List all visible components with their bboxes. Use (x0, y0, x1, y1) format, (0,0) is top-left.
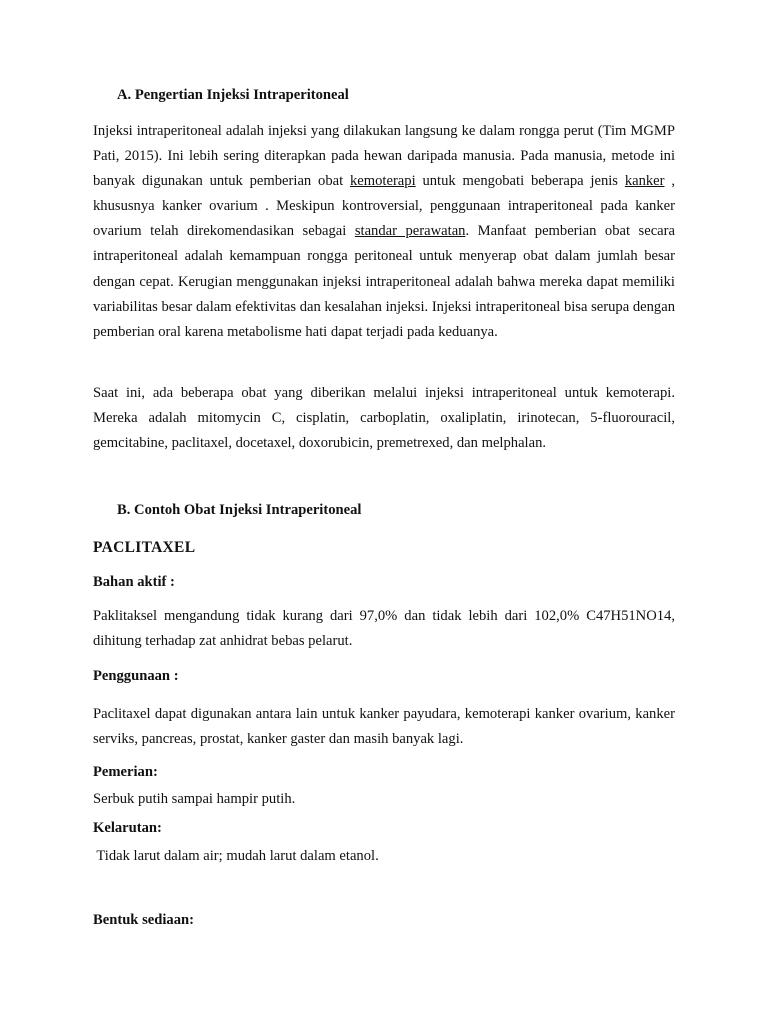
para1-text-1: Injeksi intraperitoneal adalah injeksi yang dilakukan langsung ke dalam rongga perut (Tim MGMP Pati, 2015). Ini lebih sering diterapkan pada hewan daripada manusia. Pada manusia, metode ini banyak digunakan untuk pemberian obat (93, 123, 675, 190)
pemerian-label: Pemerian: (93, 764, 158, 780)
link-kemoterapi[interactable]: kemoterapi (349, 173, 416, 190)
section-a-paragraph-1 (93, 119, 675, 345)
para1-text-2: untuk mengobati beberapa jenis (415, 173, 625, 190)
section-b-heading: B. Contoh Obat Injeksi Intraperitoneal (117, 502, 362, 518)
section-a-paragraph-2: Saat ini, ada beberapa obat yang diberikan melalui injeksi intraperitoneal untuk kemoterapi. Mereka adalah mitomycin C, cisplatin, carboplatin, oxaliplatin, irinotecan, 5-fluorouracil, gemcitabine, paclitaxel, docetaxel, doxorubicin, premetrexed, dan melphalan. (93, 385, 675, 452)
para1-text-4: . Manfaat pemberian obat secara intraperitoneal adalah kemampuan rongga peritoneal untuk menyerap obat dalam jumlah besar dengan cepat. Kerugian menggunakan injeksi intraperitoneal adalah bahwa mereka dapat memiliki variabilitas besar dalam efektivitas dan kesalahan injeksi. Injeksi intraperitoneal bisa serupa dengan pemberian oral karena metabolisme hati dapat terjadi pada keduanya. (93, 223, 675, 340)
pemerian-text: Serbuk putih sampai hampir putih. (93, 791, 296, 807)
bahan-aktif-text: Paklitaksel mengandung tidak kurang dari 97,0% dan tidak lebih dari 102,0% C47H51NO14, dihitung terhadap zat anhidrat bebas pelarut. (93, 608, 675, 650)
link-standar-perawatan[interactable]: standar perawatan (354, 223, 466, 240)
section-a-heading: A. Pengertian Injeksi Intraperitoneal (117, 87, 349, 103)
kelarutan-text: Tidak larut dalam air; mudah larut dalam etanol. (93, 848, 379, 864)
link-kanker[interactable]: kanker (624, 173, 665, 190)
drug-name: PACLITAXEL (93, 539, 196, 556)
penggunaan-text: Paclitaxel dapat digunakan antara lain untuk kanker payudara, kemoterapi kanker ovarium, kanker serviks, pancreas, prostat, kanker gaster dan masih banyak lagi. (93, 706, 675, 748)
bahan-aktif-label: Bahan aktif : (93, 574, 175, 590)
para1-text-3: , khususnya kanker ovarium . Meskipun kontroversial, penggunaan intraperitoneal pada kanker ovarium telah direkomendasikan sebagai (93, 173, 675, 240)
penggunaan-label: Penggunaan : (93, 668, 179, 684)
kelarutan-label: Kelarutan: (93, 820, 162, 836)
bentuk-sediaan-label: Bentuk sediaan: (93, 912, 194, 928)
